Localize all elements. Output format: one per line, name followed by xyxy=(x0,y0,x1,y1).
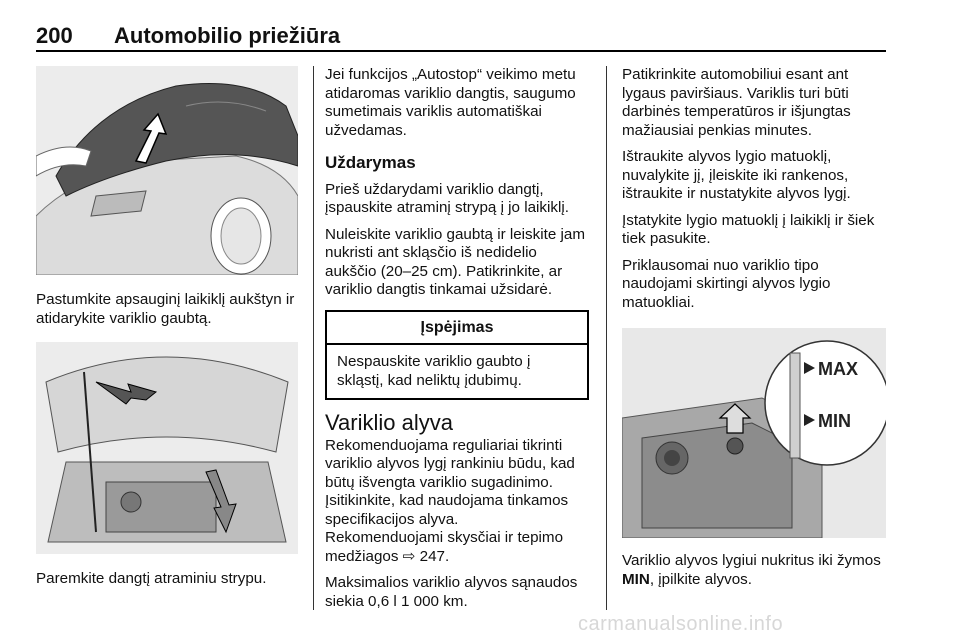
column-right xyxy=(622,66,887,597)
autostop-paragraph: Jei funkcijos „Autostop“ veikimo metu atidaromas variklio dangtis, saugumo sumetimais variklis automatiškai užvedamas. xyxy=(325,66,576,139)
page-reference-arrow-icon: ⇨ xyxy=(402,547,416,565)
closing-heading: Uždarymas xyxy=(325,153,416,172)
dipstick-types-paragraph: Priklausomai nuo variklio tipo naudojami skirtingi alyvos lygio matuokliai. xyxy=(622,256,831,311)
dipstick-insert-paragraph: Įstatykite lygio matuoklį į laikiklį ir šiek tiek pasukite. xyxy=(622,211,875,247)
page-number: 200 xyxy=(36,23,73,48)
check-conditions-paragraph: Patikrinkite automobiliui esant ant lygaus paviršiaus. Variklis turi būti darbinės temperatūros ir išjungtas mažiausiai penkias minutes. xyxy=(622,66,851,139)
caption-hood-release: Pastumkite apsauginį laikiklį aukštyn ir atidarykite variklio gaubtą. xyxy=(36,291,295,327)
column-divider xyxy=(606,66,607,610)
column-middle xyxy=(325,66,589,619)
hood-support-rod-illustration xyxy=(36,342,298,554)
warning-box xyxy=(325,310,589,401)
engine-oil-section-title: Variklio alyva xyxy=(325,410,453,435)
fluids-reference xyxy=(325,529,589,566)
closing-paragraph-1: Prieš uždarydami variklio dangtį, įspauskite atraminį strypą į jo laikiklį. xyxy=(325,180,569,216)
oil-check-recommendation: Rekomenduojama reguliariai tikrinti variklio alyvos lygį rankiniu būdu, kad būtų išvengta variklio sugadinimo. xyxy=(325,436,575,491)
page-header xyxy=(36,18,886,52)
min-level-caption xyxy=(622,552,887,589)
oil-consumption-paragraph: Maksimalios variklio alyvos sąnaudos siekia 0,6 l 1 000 km. xyxy=(325,574,578,610)
caption-support-rod: Paremkite dangtį atraminiu strypu. xyxy=(36,570,267,587)
warning-title: Įspėjimas xyxy=(327,312,587,346)
column-divider xyxy=(313,66,314,610)
fluids-reference-text: Rekomenduojami skysčiai ir tepimo medžiagos xyxy=(325,529,564,565)
warning-text: Nespauskite variklio gaubto į skląstį, kad neliktų įdubimų. xyxy=(337,353,531,389)
min-caption-post: , įpilkite alyvos. xyxy=(649,570,752,588)
oil-dipstick-illustration xyxy=(622,328,886,538)
site-watermark: carmanualsonline.info xyxy=(578,613,784,635)
fluids-reference-page[interactable]: 247. xyxy=(415,547,450,565)
closing-paragraph-2: Nuleiskite variklio gaubtą ir leiskite jam nukristi ant skląsčio iš nedidelio aukščio (20–25 cm). Patikrinkite, ar variklio dangtis tinkamai užsidarė. xyxy=(325,225,585,298)
oil-spec-note: Įsitikinkite, kad naudojama tinkamos specifikacijos alyva. xyxy=(325,492,569,528)
min-caption-pre: Variklio alyvos lygiui nukritus iki žymos xyxy=(622,552,881,569)
column-left xyxy=(36,66,298,597)
page-title: Automobilio priežiūra xyxy=(114,23,341,48)
hood-release-illustration xyxy=(36,66,298,275)
dipstick-min-label: MIN xyxy=(818,411,851,431)
dipstick-max-label: MAX xyxy=(818,359,858,379)
dipstick-procedure-paragraph: Ištraukite alyvos lygio matuoklį, nuvalykite jį, įleiskite iki rankenos, ištraukite ir nustatykite alyvos lygį. xyxy=(622,148,851,202)
min-caption-bold: MIN xyxy=(622,570,650,588)
